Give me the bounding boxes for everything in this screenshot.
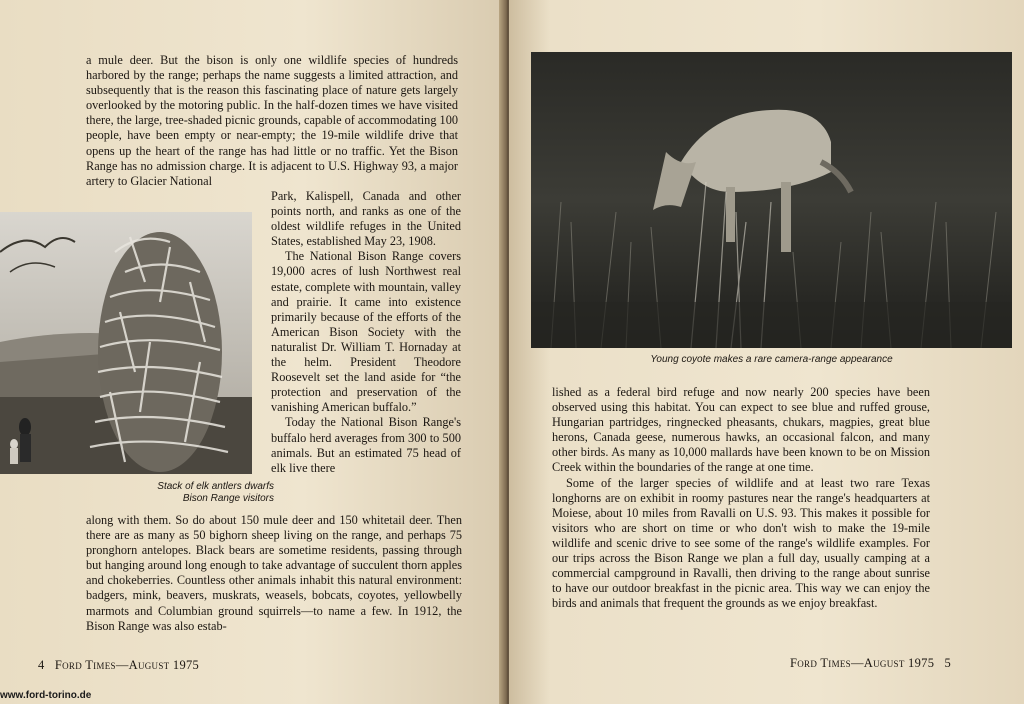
right-folio bbox=[790, 656, 951, 671]
caption-line: Bison Range visitors bbox=[182, 493, 274, 504]
site-watermark: www.ford-torino.de bbox=[0, 690, 92, 701]
paragraph: Park, Kalispell, Canada and other points north, and ranks as one of the oldest wildlife refuges in the United States, established May 23, 1908. bbox=[271, 189, 461, 249]
running-title: Ford Times—August 1975 bbox=[790, 656, 935, 670]
coyote-caption: Young coyote makes a rare camera-range appearance bbox=[650, 354, 893, 365]
left-column-bottom bbox=[86, 513, 462, 634]
paragraph: The National Bison Range covers 19,000 acres of lush Northwest real estate, complete with mountain, valley and prairie. It came into existence primarily because of the efforts of the American Bison Society with the naturalist Dr. William T. Hornaday at the helm. President Theodore Roosevelt set the land aside for “the protection and preservation of the vanishing American buffalo.” bbox=[271, 249, 461, 415]
left-page bbox=[0, 0, 507, 704]
running-title: Ford Times—August 1975 bbox=[54, 658, 200, 672]
paragraph: Some of the larger species of wildlife and at least two rare Texas longhorns are on exhibit in roomy pastures near the range's headquarters at Moiese, about 10 miles from Ravalli on U.S. 93. This makes it possible for visitors who are short on time or who don't wish to make the 19-mile wildlife and scenic drive to see some of the range's wildlife examples. For our trips across the Bison Range we plan a full day, usually camping at a commercial campground in Ravalli, then driving to the range about sunrise to have our outdoor breakfast in the picnic area. This way we can enjoy the birds and animals that frequent the grounds as we enjoy breakfast. bbox=[552, 475, 930, 611]
caption-line: Stack of elk antlers dwarfs bbox=[157, 481, 274, 492]
paragraph: lished as a federal bird refuge and now nearly 200 species have been observed using this habitat. You can expect to see blue and ruffed grouse, Hungarian partridges, ringnecked pheasants, chukars, magpies, great blue herons, Canada geese, numerous hawks, an occasional falcon, and many other birds. As many as 10,000 mallards have been known to be on Mission Creek within the boundaries of the range at one time. bbox=[552, 385, 930, 475]
antlers-caption bbox=[96, 481, 274, 505]
coyote-photo bbox=[531, 52, 1012, 348]
page-number: 4 bbox=[38, 658, 45, 672]
left-column-top bbox=[86, 53, 458, 189]
left-folio bbox=[38, 658, 199, 673]
right-column bbox=[552, 385, 930, 611]
paragraph: Today the National Bison Range's buffalo herd averages from 300 to 500 animals. But an estimated 75 head of elk live there bbox=[271, 415, 461, 475]
page-number: 5 bbox=[944, 656, 952, 670]
paragraph: a mule deer. But the bison is only one wildlife species of hundreds harbored by the range; perhaps the name suggests a limited attraction, and subsequently that is the reason this fascinating place of nature gets largely overlooked by the motoring public. In the half-dozen times we have visited there, the large, tree-shaded picnic grounds, capable of accommodating 100 people, have been empty or near-empty; the 19-mile wildlife drive that opens up the heart of the range has had little or no traffic. Yet the Bison Range has no admission charge. It is adjacent to U.S. Highway 93, a major artery to Glacier National bbox=[86, 53, 458, 188]
elk-antlers-photo bbox=[0, 212, 252, 474]
paragraph: along with them. So do about 150 mule deer and 150 whitetail deer. Then there are as many as 50 bighorn sheep living on the range, and perhaps 75 pronghorn antelopes. Black bears are sometime residents, passing through but hanging around long enough to take advantage of succulent thorn apples and chokeberries. Countless other animals inhabit this natural environment: badgers, mink, beavers, muskrats, weasels, bobcats, coyotes, yellowbelly marmots and Columbian ground squirrels—to name a few. In 1912, the Bison Range was also estab- bbox=[86, 513, 462, 633]
left-column-side bbox=[271, 189, 461, 476]
